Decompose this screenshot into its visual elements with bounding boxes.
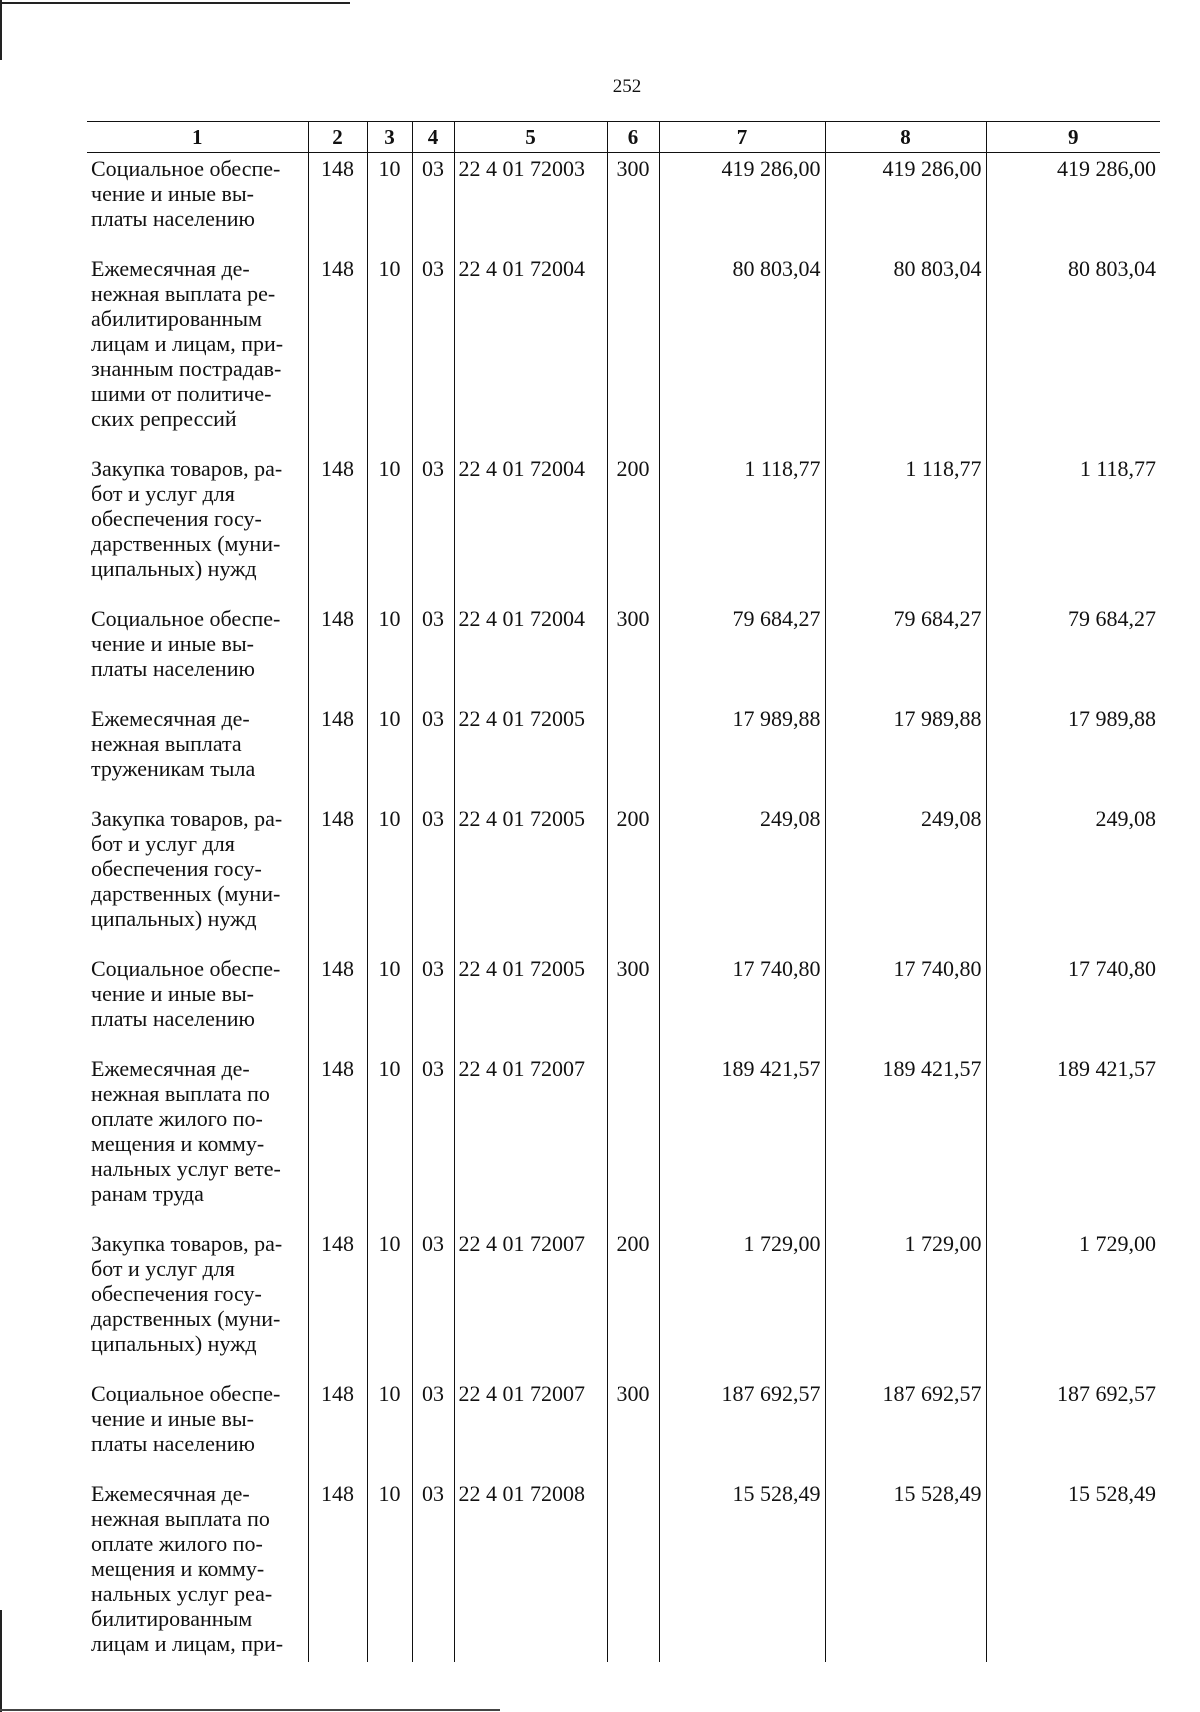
amount-col9-cell: 15 528,49	[986, 1478, 1160, 1656]
amount-col7-cell: 80 803,04	[659, 253, 825, 431]
admin-code-cell: 148	[308, 603, 367, 681]
amount-col7-cell: 187 692,57	[659, 1378, 825, 1456]
expense-type-cell: 300	[607, 603, 659, 681]
table-row	[87, 803, 1160, 931]
header-cell: 6	[607, 122, 659, 153]
row-name-cell: Ежемесячная де- нежная выплата по оплате жилого по- мещения и комму- нальных услуг вете- ранам труда	[91, 1056, 281, 1206]
amount-col8-cell: 1 729,00	[825, 1228, 986, 1356]
header-cell: 8	[825, 122, 986, 153]
header-cell: 3	[367, 122, 412, 153]
admin-code-cell: 148	[308, 453, 367, 581]
amount-col9-cell: 1 118,77	[986, 453, 1160, 581]
row-spacer	[87, 1656, 1160, 1662]
row-spacer	[87, 431, 1160, 453]
admin-code-cell: 148	[308, 153, 367, 232]
subsection-cell: 03	[412, 253, 454, 431]
table-header	[87, 122, 1160, 153]
expense-type-cell: 200	[607, 453, 659, 581]
table-row	[87, 1478, 1160, 1656]
amount-col8-cell: 17 989,88	[825, 703, 986, 781]
row-spacer	[87, 1456, 1160, 1478]
table-row	[87, 1378, 1160, 1456]
amount-col8-cell: 189 421,57	[825, 1053, 986, 1206]
amount-col8-cell: 15 528,49	[825, 1478, 986, 1656]
section-cell: 10	[367, 453, 412, 581]
row-name-cell: Ежемесячная де- нежная выплата труженикам тыла	[91, 706, 256, 781]
header-cell: 7	[659, 122, 825, 153]
amount-col7-cell: 249,08	[659, 803, 825, 931]
row-name-cell: Закупка товаров, ра- бот и услуг для обеспечения госу- дарственных (муни- ципальных) нужд	[91, 456, 283, 581]
section-cell: 10	[367, 153, 412, 232]
expense-type-cell	[607, 703, 659, 781]
amount-col8-cell: 17 740,80	[825, 953, 986, 1031]
scan-edge-top	[0, 2, 350, 4]
amount-col9-cell: 419 286,00	[986, 153, 1160, 232]
subsection-cell: 03	[412, 953, 454, 1031]
table-body	[87, 153, 1160, 1663]
header-cell: 1	[87, 122, 308, 153]
expense-type-cell	[607, 1478, 659, 1656]
admin-code-cell: 148	[308, 1053, 367, 1206]
admin-code-cell: 148	[308, 953, 367, 1031]
admin-code-cell: 148	[308, 253, 367, 431]
row-spacer	[87, 781, 1160, 803]
subsection-cell: 03	[412, 1228, 454, 1356]
section-cell: 10	[367, 1228, 412, 1356]
expense-type-cell: 300	[607, 1378, 659, 1456]
target-article-cell: 22 4 01 72004	[454, 253, 607, 431]
row-name-cell: Социальное обеспе- чение и иные вы- платы населению	[91, 956, 281, 1031]
table-row	[87, 153, 1160, 232]
amount-col9-cell: 189 421,57	[986, 1053, 1160, 1206]
target-article-cell: 22 4 01 72007	[454, 1228, 607, 1356]
amount-col8-cell: 80 803,04	[825, 253, 986, 431]
amount-col7-cell: 17 989,88	[659, 703, 825, 781]
row-spacer	[87, 681, 1160, 703]
target-article-cell: 22 4 01 72007	[454, 1378, 607, 1456]
row-name-cell: Социальное обеспе- чение и иные вы- платы населению	[91, 606, 281, 681]
section-cell: 10	[367, 1478, 412, 1656]
subsection-cell: 03	[412, 803, 454, 931]
expense-type-cell: 300	[607, 153, 659, 232]
header-cell: 9	[986, 122, 1160, 153]
row-name-cell: Социальное обеспе- чение и иные вы- платы населению	[91, 156, 281, 231]
target-article-cell: 22 4 01 72004	[454, 453, 607, 581]
subsection-cell: 03	[412, 1478, 454, 1656]
row-spacer	[87, 1206, 1160, 1228]
amount-col9-cell: 249,08	[986, 803, 1160, 931]
table-row	[87, 1053, 1160, 1206]
target-article-cell: 22 4 01 72003	[454, 153, 607, 232]
row-name-cell: Ежемесячная де- нежная выплата по оплате жилого по- мещения и комму- нальных услуг реа- билитированным лицам и лицам, при-	[91, 1481, 284, 1656]
scan-edge-left-lower	[0, 1610, 2, 1712]
admin-code-cell: 148	[308, 1478, 367, 1656]
amount-col7-cell: 79 684,27	[659, 603, 825, 681]
row-spacer	[87, 1356, 1160, 1378]
section-cell: 10	[367, 703, 412, 781]
row-spacer	[87, 931, 1160, 953]
row-spacer	[87, 231, 1160, 253]
row-name-cell: Ежемесячная де- нежная выплата ре- абилитированным лицам и лицам, при- знанным пострадав- шими от политиче- ских репрессий	[91, 256, 284, 431]
section-cell: 10	[367, 253, 412, 431]
row-name-cell: Социальное обеспе- чение и иные вы- платы населению	[91, 1381, 281, 1456]
admin-code-cell: 148	[308, 1378, 367, 1456]
subsection-cell: 03	[412, 703, 454, 781]
table-row	[87, 253, 1160, 431]
section-cell: 10	[367, 603, 412, 681]
budget-table	[87, 121, 1160, 1662]
subsection-cell: 03	[412, 1378, 454, 1456]
target-article-cell: 22 4 01 72005	[454, 803, 607, 931]
table-row	[87, 603, 1160, 681]
target-article-cell: 22 4 01 72005	[454, 703, 607, 781]
row-name-cell: Закупка товаров, ра- бот и услуг для обеспечения госу- дарственных (муни- ципальных) нужд	[91, 1231, 283, 1356]
target-article-cell: 22 4 01 72008	[454, 1478, 607, 1656]
table-row	[87, 1228, 1160, 1356]
scan-edge-bottom	[0, 1709, 500, 1711]
expense-type-cell: 300	[607, 953, 659, 1031]
subsection-cell: 03	[412, 153, 454, 232]
amount-col7-cell: 1 118,77	[659, 453, 825, 581]
target-article-cell: 22 4 01 72004	[454, 603, 607, 681]
section-cell: 10	[367, 1053, 412, 1206]
section-cell: 10	[367, 803, 412, 931]
expense-type-cell: 200	[607, 803, 659, 931]
target-article-cell: 22 4 01 72005	[454, 953, 607, 1031]
amount-col7-cell: 189 421,57	[659, 1053, 825, 1206]
section-cell: 10	[367, 1378, 412, 1456]
amount-col8-cell: 249,08	[825, 803, 986, 931]
row-spacer	[87, 1031, 1160, 1053]
row-name-cell: Закупка товаров, ра- бот и услуг для обеспечения госу- дарственных (муни- ципальных) нужд	[91, 806, 283, 931]
admin-code-cell: 148	[308, 803, 367, 931]
amount-col7-cell: 17 740,80	[659, 953, 825, 1031]
header-cell: 5	[454, 122, 607, 153]
subsection-cell: 03	[412, 1053, 454, 1206]
amount-col7-cell: 1 729,00	[659, 1228, 825, 1356]
expense-type-cell	[607, 1053, 659, 1206]
row-spacer	[87, 581, 1160, 603]
admin-code-cell: 148	[308, 703, 367, 781]
amount-col8-cell: 187 692,57	[825, 1378, 986, 1456]
page-number: 252	[612, 76, 642, 97]
section-cell: 10	[367, 953, 412, 1031]
header-cell: 2	[308, 122, 367, 153]
amount-col7-cell: 15 528,49	[659, 1478, 825, 1656]
amount-col9-cell: 80 803,04	[986, 253, 1160, 431]
amount-col9-cell: 17 740,80	[986, 953, 1160, 1031]
amount-col9-cell: 79 684,27	[986, 603, 1160, 681]
amount-col9-cell: 1 729,00	[986, 1228, 1160, 1356]
amount-col8-cell: 1 118,77	[825, 453, 986, 581]
header-row	[87, 122, 1160, 153]
amount-col8-cell: 79 684,27	[825, 603, 986, 681]
table-row	[87, 453, 1160, 581]
admin-code-cell: 148	[308, 1228, 367, 1356]
table-row	[87, 953, 1160, 1031]
subsection-cell: 03	[412, 603, 454, 681]
target-article-cell: 22 4 01 72007	[454, 1053, 607, 1206]
subsection-cell: 03	[412, 453, 454, 581]
amount-col7-cell: 419 286,00	[659, 153, 825, 232]
amount-col8-cell: 419 286,00	[825, 153, 986, 232]
expense-type-cell: 200	[607, 1228, 659, 1356]
amount-col9-cell: 17 989,88	[986, 703, 1160, 781]
expense-type-cell	[607, 253, 659, 431]
table-row	[87, 703, 1160, 781]
scan-edge-left	[0, 0, 2, 60]
amount-col9-cell: 187 692,57	[986, 1378, 1160, 1456]
header-cell: 4	[412, 122, 454, 153]
